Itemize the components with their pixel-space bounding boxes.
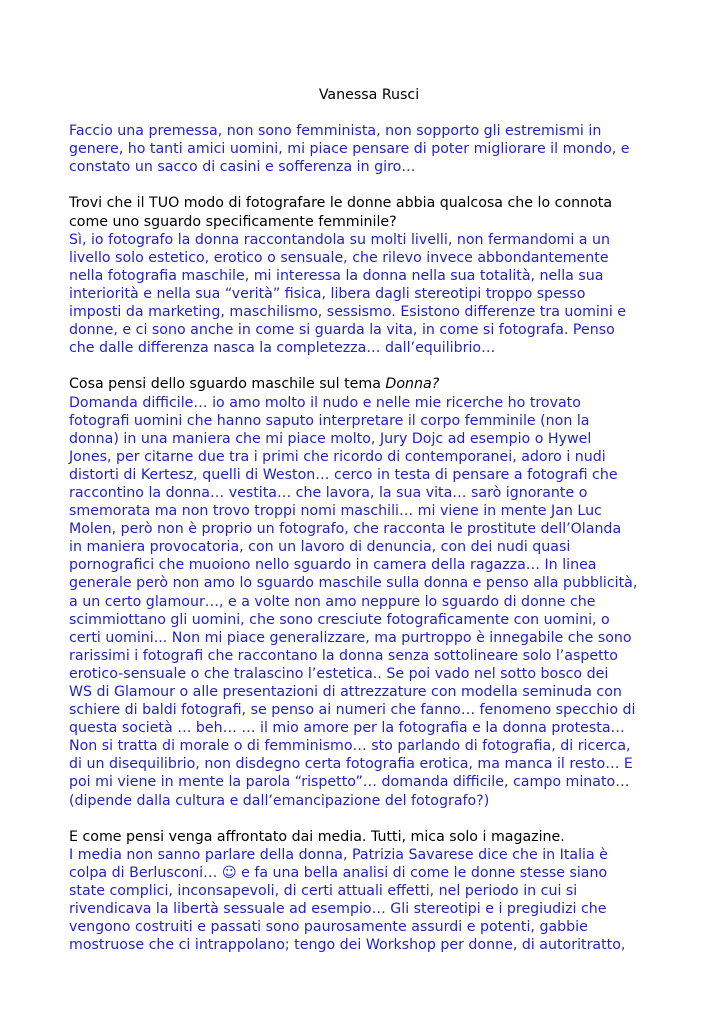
- text-line: questa società … beh… … il mio amore per la fotografia e la donna protesta…: [69, 720, 625, 737]
- text-line: E come pensi venga affrontato dai media. Tutti, mica solo i magazine.: [69, 828, 565, 845]
- text-line: fotografi uomini che hanno saputo interpretare il corpo femminile (non la: [69, 412, 590, 429]
- qa-section-2: [69, 375, 669, 809]
- intro-paragraph: [69, 122, 669, 176]
- text-line: livello solo estetico, erotico o sensuale, che rilevo invece abbondantemente: [69, 249, 609, 266]
- text-line: Trovi che il TUO modo di fotografare le donne abbia qualcosa che lo connota: [69, 195, 613, 212]
- text-line: pornografici che muoiono nello sguardo in camera della ragazza… In linea: [69, 557, 597, 574]
- document-title: Vanessa Rusci: [318, 87, 420, 103]
- text-line: genere, ho tanti amici uomini, mi piace pensare di poter migliorare il mondo, e: [69, 141, 630, 158]
- text-line: mostruose che ci intrappolano; tengo dei Workshop per donne, di autoritratto,: [69, 937, 626, 954]
- text-line: che dalle differenza nasca la completezza… dall’equilibrio…: [69, 340, 496, 357]
- text-line: raccontino la donna… vestita… che lavora, la sua vita… sarò ignorante o: [69, 484, 588, 501]
- text-line: vengono costruiti e passati sono paurosamente assurdi e potenti, gabbie: [69, 919, 588, 936]
- text-line: scimmiottano gli uomini, che sono cresciute fotograficamente con uomini, o: [69, 611, 610, 628]
- question-1: [69, 194, 669, 230]
- text-line: colpa di Berlusconi… ☺ e fa una bella analisi di come le donne stesse siano: [69, 864, 608, 881]
- text-line: Non si tratta di morale o di femminismo… sto parlando di fotografia, di ricerca,: [69, 738, 631, 755]
- text-line: Jones, per citarne due tra i primi che ricordo di contemporanei, adoro i nudi: [69, 448, 606, 465]
- text-line: rivendicava la libertà sessuale ad esempio… Gli stereotipi e i pregiudizi che: [69, 901, 607, 918]
- qa-section-3: [69, 828, 669, 955]
- question-2: [69, 375, 669, 393]
- text-line: donne, e ci sono anche in come si guarda la vita, in come si fotografa. Penso: [69, 322, 615, 339]
- text-line: come uno sguardo specificamente femminile?: [69, 213, 397, 230]
- text-line: constato un sacco di casini e sofferenza in giro…: [69, 159, 416, 176]
- text-line: Molen, però non è proprio un fotografo, che racconta le prostitute dell’Olanda: [69, 521, 622, 538]
- text-line: state complici, inconsapevoli, di certi attuali effetti, nel periodo in cui si: [69, 883, 578, 900]
- qa-section-1: [69, 194, 669, 357]
- text-line: smemorata ma non trovo troppi nomi maschili… mi viene in mente Jan Luc: [69, 503, 602, 520]
- text-line: WS di Glamour o alle presentazioni di attrezzature con modella seminuda con: [69, 684, 622, 700]
- answer-1: [69, 231, 669, 358]
- document-page: [69, 86, 669, 954]
- text-line: di un disequilibrio, non disdegno certa fotografia erotica, ma manca il resto… E: [69, 756, 633, 773]
- text-line: (dipende dalla cultura e dall’emancipazione del fotografo?): [69, 792, 490, 809]
- text-line: interiorità e nella sua “verità” fisica, libera dagli stereotipi troppo spesso: [69, 285, 586, 302]
- text-line: imposti da marketing, maschilismo, sessismo. Esistono differenze tra uomini e: [69, 304, 627, 321]
- question-2-italic: Donna?: [385, 376, 440, 393]
- text-line: Sì, io fotografo la donna raccontandola su molti livelli, non fermandomi a un: [69, 231, 610, 248]
- question-3: [69, 828, 669, 846]
- text-line: Faccio una premessa, non sono femminista, non sopporto gli estremismi in: [69, 123, 602, 140]
- answer-2: [69, 394, 669, 810]
- text-line: Domanda difficile… io amo molto il nudo e nelle mie ricerche ho trovato: [69, 394, 581, 411]
- answer-3: [69, 846, 669, 955]
- text-line: rarissimi i fotografi che raccontano la donna senza sottolineare solo l’aspetto: [69, 647, 618, 664]
- text-line: schiere di baldi fotografi, se penso ai numeri che fanno… fenomeno specchio di: [69, 702, 636, 719]
- text-line: certi uomini... Non mi piace generalizzare, ma purtroppo è innegabile che sono: [69, 629, 632, 646]
- question-2-text: Cosa pensi dello sguardo maschile sul tema: [69, 376, 386, 393]
- text-line: generale però non amo lo sguardo maschile sulla donna e penso alla pubblicità,: [69, 575, 638, 592]
- text-line: distorti di Kertesz, quelli di Weston… cerco in testa di pensare a fotografi che: [69, 466, 618, 483]
- text-line: poi mi viene in mente la parola “rispetto”… domanda difficile, campo minato…: [69, 774, 630, 791]
- text-line: erotico-sensuale o che tralascino l’estetica.. Se poi vado nel sotto bosco dei: [69, 665, 609, 682]
- text-line: in maniera provocatoria, con un lavoro di denuncia, con dei nudi quasi: [69, 539, 571, 556]
- text-line: a un certo glamour…, e a volte non amo neppure lo sguardo di donne che: [69, 593, 596, 610]
- text-line: donna) in una maniera che mi piace molto, Jury Dojc ad esempio o Hywel: [69, 430, 592, 447]
- text-line: nella fotografia maschile, mi interessa la donna nella sua totalità, nella sua: [69, 267, 604, 284]
- text-line: I media non sanno parlare della donna, Patrizia Savarese dice che in Italia è: [69, 846, 608, 863]
